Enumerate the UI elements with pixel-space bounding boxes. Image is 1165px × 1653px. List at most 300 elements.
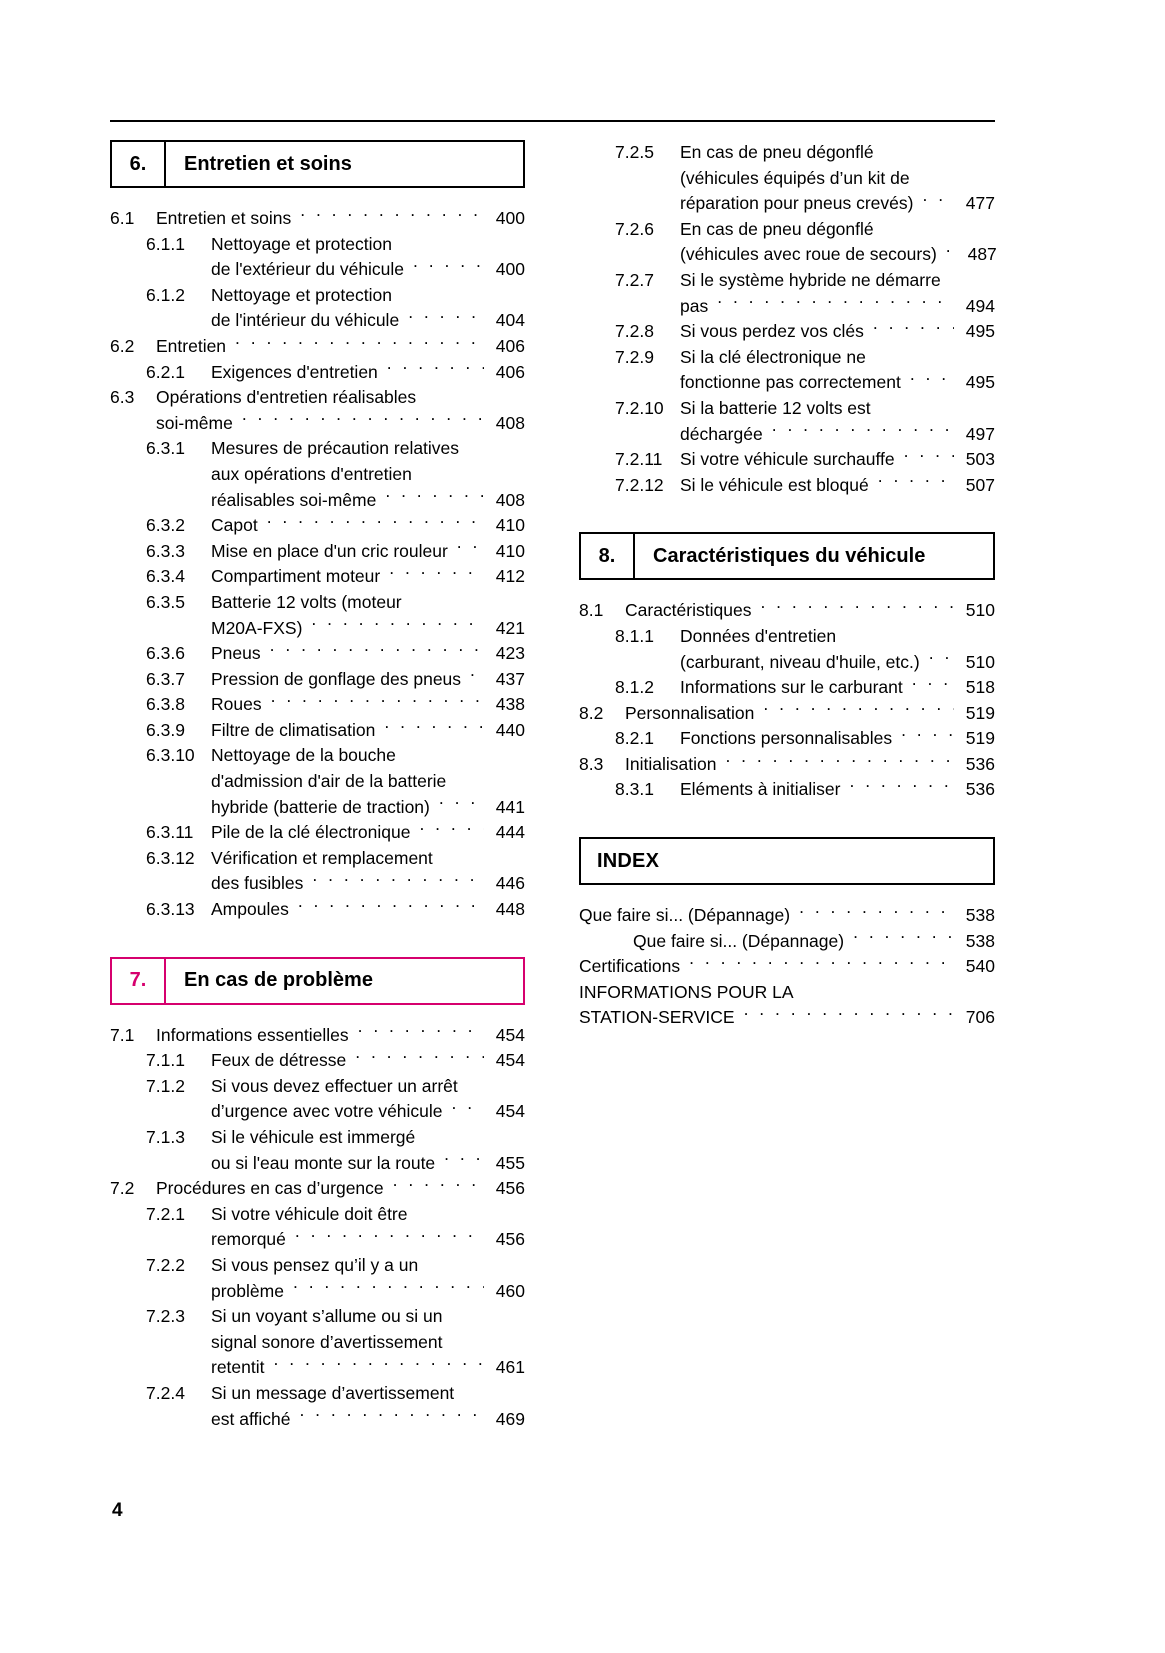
toc-entry-text: Initialisation xyxy=(625,753,717,774)
toc-entry-label xyxy=(211,283,525,334)
chapter-entry-list xyxy=(110,206,525,923)
toc-entry-label xyxy=(211,897,525,923)
toc-entry-number: 6.3.8 xyxy=(146,694,185,715)
toc-entry-number: 6.1.2 xyxy=(146,284,185,305)
toc-entry-label xyxy=(680,624,995,675)
toc-entry-line xyxy=(680,624,995,650)
toc-entry-text: Si un voyant s’allume ou si un xyxy=(211,1306,443,1327)
dot-leader xyxy=(267,514,484,532)
toc-entry[interactable] xyxy=(110,360,525,386)
toc-entry-label xyxy=(211,564,525,590)
chapter-entry-list xyxy=(110,1023,525,1433)
toc-entry-label xyxy=(211,1202,525,1253)
dot-leader xyxy=(439,795,484,813)
toc-entry-label xyxy=(156,206,525,232)
dot-leader xyxy=(271,693,484,711)
toc-entry-number: 7.2.9 xyxy=(615,346,654,367)
toc-entry-line xyxy=(211,1253,525,1279)
dot-leader xyxy=(408,309,484,327)
toc-entry[interactable] xyxy=(579,598,995,624)
toc-entry-page-number: 507 xyxy=(965,474,995,495)
toc-entry-line xyxy=(211,590,525,616)
toc-entry-text: Si le système hybride ne démarre xyxy=(680,269,941,290)
dot-leader xyxy=(235,334,484,352)
toc-entry-label xyxy=(156,1176,525,1202)
dot-leader xyxy=(270,642,484,660)
toc-entry-label xyxy=(156,385,525,436)
toc-entry-line xyxy=(211,897,525,923)
toc-entry-line xyxy=(211,769,525,795)
toc-entry-text: remorqué xyxy=(211,1229,286,1250)
toc-entry-line xyxy=(579,1005,995,1031)
toc-entry-line xyxy=(211,795,525,821)
dot-leader xyxy=(760,599,954,617)
left-chapter-list xyxy=(110,140,525,1432)
toc-entry-label xyxy=(211,743,525,820)
toc-entry-page-number: 536 xyxy=(965,753,995,774)
toc-entry-page-number: 454 xyxy=(495,1101,525,1122)
toc-entry-line xyxy=(680,370,995,396)
toc-entry-label xyxy=(211,1304,525,1381)
toc-entry[interactable] xyxy=(110,846,525,897)
toc-entry-line xyxy=(211,1279,525,1305)
toc-entry-line xyxy=(211,616,525,642)
toc-entry-page-number: 438 xyxy=(495,694,525,715)
dot-leader xyxy=(873,320,954,338)
toc-entry-label xyxy=(625,752,995,778)
toc-entry-number: 7.1.1 xyxy=(146,1050,185,1071)
toc-entry[interactable] xyxy=(110,283,525,334)
toc-entry-line xyxy=(211,1227,525,1253)
toc-entry-text: Mise en place d'un cric rouleur xyxy=(211,540,448,561)
toc-entry-label xyxy=(680,396,995,447)
toc-entry-number: 8.1 xyxy=(579,600,604,621)
toc-entry[interactable] xyxy=(579,701,995,727)
toc-entry[interactable] xyxy=(110,1048,525,1074)
toc-entry-page-number: 406 xyxy=(495,335,525,356)
dot-leader xyxy=(904,448,954,466)
toc-entry[interactable] xyxy=(110,513,525,539)
toc-entry-page-number: 487 xyxy=(967,244,997,265)
toc-entry[interactable] xyxy=(579,140,995,217)
toc-entry-number: 7.2.2 xyxy=(146,1254,185,1275)
toc-entry[interactable] xyxy=(579,903,995,929)
toc-entry[interactable] xyxy=(579,396,995,447)
toc-entry-text: Si la batterie 12 volts est xyxy=(680,397,871,418)
toc-entry-number: 8.2 xyxy=(579,702,604,723)
toc-entry[interactable] xyxy=(110,1176,525,1202)
toc-entry-text: de l'intérieur du véhicule xyxy=(211,310,400,331)
toc-entry-line xyxy=(211,436,525,462)
toc-entry-number: 6.3.12 xyxy=(146,847,195,868)
toc-entry-page-number: 410 xyxy=(495,540,525,561)
dot-leader xyxy=(299,1407,484,1425)
toc-entry-text: hybride (batterie de traction) xyxy=(211,796,430,817)
dot-leader xyxy=(910,371,954,389)
toc-entry-label xyxy=(211,667,525,693)
chapter-header-box[interactable] xyxy=(110,957,525,1005)
toc-entry-line xyxy=(156,1176,525,1202)
toc-entry-number: 6.3.3 xyxy=(146,540,185,561)
toc-entry-text: pas xyxy=(680,295,709,316)
toc-entry-text: Batterie 12 volts (moteur xyxy=(211,591,402,612)
chapter-number: 6. xyxy=(112,142,166,186)
toc-entry-number: 6.3.4 xyxy=(146,566,185,587)
toc-entry-text: Si votre véhicule surchauffe xyxy=(680,449,895,470)
dot-leader xyxy=(901,727,954,745)
toc-entry[interactable] xyxy=(110,232,525,283)
toc-entry-text: est affiché xyxy=(211,1408,291,1429)
toc-entry-number: 7.1.3 xyxy=(146,1127,185,1147)
toc-entry-line xyxy=(680,140,995,166)
toc-entry[interactable] xyxy=(579,473,995,499)
toc-entry-line xyxy=(211,1151,525,1177)
toc-entry-line xyxy=(680,447,995,473)
toc-entry-label xyxy=(211,718,525,744)
toc-entry-page-number: 441 xyxy=(495,796,525,817)
toc-entry[interactable] xyxy=(110,590,525,641)
toc-entry-page-number: 494 xyxy=(965,295,995,316)
toc-entry-label xyxy=(680,675,995,701)
toc-entry-line xyxy=(680,319,995,345)
toc-entry[interactable] xyxy=(110,743,525,820)
toc-entry-label xyxy=(579,954,995,980)
toc-entry-line xyxy=(680,726,995,752)
toc-entry-number: 7.2.6 xyxy=(615,218,654,239)
toc-entry-text: Nettoyage et protection xyxy=(211,233,392,254)
toc-entry[interactable] xyxy=(110,1023,525,1049)
toc-entry-number: 7.2.5 xyxy=(615,142,654,162)
toc-entry-page-number: 456 xyxy=(495,1229,525,1250)
toc-entry-line xyxy=(680,217,995,243)
toc-entry-text: retentit xyxy=(211,1357,265,1378)
toc-entry-line xyxy=(211,1048,525,1074)
toc-entry-text: Feux de détresse xyxy=(211,1050,347,1071)
toc-entry-number: 7.1.2 xyxy=(146,1075,185,1096)
toc-entry-text: Caractéristiques xyxy=(625,600,752,621)
toc-entry[interactable] xyxy=(110,436,525,513)
toc-entry-number: 6.3.2 xyxy=(146,515,185,536)
dot-leader xyxy=(384,718,484,736)
toc-entry-page-number: 437 xyxy=(495,668,525,689)
toc-entry-number: 8.1.1 xyxy=(615,625,654,646)
index-header-box xyxy=(579,837,995,885)
toc-entry-text: soi-même xyxy=(156,412,233,433)
chapter-header-box[interactable] xyxy=(110,140,525,188)
toc-entry-label xyxy=(211,692,525,718)
toc-entry-text: Personnalisation xyxy=(625,702,755,723)
toc-entry[interactable] xyxy=(579,447,995,473)
toc-entry-text: M20A-FXS) xyxy=(211,617,303,638)
dot-leader xyxy=(717,294,954,312)
toc-entry-page-number: 495 xyxy=(965,372,995,393)
toc-entry-page-number: 455 xyxy=(495,1152,525,1173)
toc-entry-label xyxy=(680,140,995,217)
toc-entry-line xyxy=(211,1125,525,1151)
toc-entry-text: En cas de pneu dégonflé xyxy=(680,142,874,162)
left-column xyxy=(110,140,525,1432)
toc-entry-line xyxy=(680,268,995,294)
toc-entry-text: Si vous pensez qu’il y a un xyxy=(211,1254,419,1275)
toc-entry-text: Si le véhicule est bloqué xyxy=(680,474,869,495)
toc-entry-line xyxy=(211,232,525,258)
toc-entry-line xyxy=(211,743,525,769)
toc-entry-number: 6.3.7 xyxy=(146,668,185,689)
toc-entry[interactable] xyxy=(579,777,995,803)
toc-entry[interactable] xyxy=(579,726,995,752)
toc-entry-number: 6.3.9 xyxy=(146,719,185,740)
toc-entry-label xyxy=(211,820,525,846)
toc-entry-page-number: 519 xyxy=(965,728,995,749)
toc-entry-label xyxy=(211,1253,525,1304)
toc-entry-page-number: 477 xyxy=(965,193,995,214)
toc-entry[interactable] xyxy=(110,820,525,846)
toc-entry-label xyxy=(625,701,995,727)
dot-leader xyxy=(929,650,954,668)
toc-entry-line xyxy=(211,308,525,334)
toc-entry-line xyxy=(680,191,995,217)
toc-entry-page-number: 456 xyxy=(495,1178,525,1199)
toc-entry-line xyxy=(680,345,995,371)
toc-entry-label xyxy=(211,1381,525,1432)
toc-entry-line xyxy=(680,242,995,268)
toc-entry-page-number: 540 xyxy=(965,956,995,977)
dot-leader xyxy=(457,539,484,557)
dot-leader xyxy=(242,411,484,429)
toc-entry-label xyxy=(680,447,995,473)
toc-entry-line xyxy=(211,692,525,718)
toc-entry-line xyxy=(211,564,525,590)
toc-entry-label xyxy=(680,319,995,345)
index-entry-list xyxy=(579,903,995,1031)
toc-entry[interactable] xyxy=(110,385,525,436)
toc-entry-number: 6.3.1 xyxy=(146,438,185,459)
toc-entry-number: 7.2.8 xyxy=(615,321,654,342)
toc-entry-line xyxy=(625,598,995,624)
dot-leader xyxy=(849,778,954,796)
toc-entry-page-number: 454 xyxy=(495,1024,525,1045)
toc-entry-page-number: 408 xyxy=(495,489,525,510)
toc-entry[interactable] xyxy=(579,268,995,319)
toc-entry[interactable] xyxy=(110,641,525,667)
toc-entry-line xyxy=(211,1330,525,1356)
toc-entry-text: Fonctions personnalisables xyxy=(680,728,893,749)
toc-entry-line xyxy=(211,1074,525,1100)
toc-entry-line xyxy=(211,1407,525,1433)
chapter-header-box[interactable] xyxy=(579,532,995,580)
toc-entry-text: Opérations d'entretien réalisables xyxy=(156,387,417,408)
toc-entry[interactable] xyxy=(579,752,995,778)
right-column xyxy=(579,140,995,1432)
toc-entry-page-number: 538 xyxy=(965,930,995,951)
toc-entry-line xyxy=(680,675,995,701)
toc-entry-line xyxy=(680,650,995,676)
toc-entry[interactable] xyxy=(110,1304,525,1381)
toc-entry[interactable] xyxy=(110,1253,525,1304)
toc-entry-line xyxy=(156,206,525,232)
toc-entry[interactable] xyxy=(579,929,995,955)
toc-entry-text: d’urgence avec votre véhicule xyxy=(211,1101,443,1122)
toc-entry-text: Pression de gonflage des pneus xyxy=(211,668,462,689)
toc-entry-number: 6.3.5 xyxy=(146,591,185,612)
toc-entry[interactable] xyxy=(579,319,995,345)
toc-entry-number: 6.1.1 xyxy=(146,233,185,254)
toc-entry-line xyxy=(156,411,525,437)
toc-entry-text: (véhicules avec roue de secours) xyxy=(680,244,937,265)
toc-entry[interactable] xyxy=(579,675,995,701)
page-number: 4 xyxy=(112,1500,123,1521)
toc-entry-line xyxy=(680,422,995,448)
toc-entry-page-number: 448 xyxy=(495,899,525,920)
toc-entry-text: Entretien xyxy=(156,335,227,356)
toc-entry[interactable] xyxy=(110,897,525,923)
toc-entry-label xyxy=(680,217,995,268)
toc-entry[interactable] xyxy=(110,1202,525,1253)
toc-entry-line xyxy=(211,283,525,309)
dot-leader xyxy=(293,1279,484,1297)
toc-entry-label xyxy=(211,1074,525,1125)
toc-entry-text: INFORMATIONS POUR LA xyxy=(579,981,794,1002)
toc-entry-text: Certifications xyxy=(579,956,681,977)
toc-entry-text: Exigences d'entretien xyxy=(211,361,378,382)
toc-entry[interactable] xyxy=(579,980,995,1031)
toc-entry-text: En cas de pneu dégonflé xyxy=(680,218,874,239)
toc-entry-page-number: 495 xyxy=(965,321,995,342)
toc-entry[interactable] xyxy=(110,1381,525,1432)
dot-leader xyxy=(312,872,484,890)
right-chapter-list xyxy=(579,532,995,803)
toc-entry-line xyxy=(625,701,995,727)
toc-entry-line xyxy=(211,718,525,744)
toc-entry-text: de l'extérieur du véhicule xyxy=(211,259,405,280)
toc-entry-text: réparation pour pneus crevés) xyxy=(680,193,914,214)
dot-leader xyxy=(419,821,484,839)
toc-entry[interactable] xyxy=(110,667,525,693)
dot-leader xyxy=(393,1177,484,1195)
toc-entry-label xyxy=(633,929,995,955)
toc-entry-page-number: 421 xyxy=(495,617,525,638)
toc-entry[interactable] xyxy=(579,954,995,980)
toc-entry-text: Mesures de précaution relatives xyxy=(211,438,460,459)
toc-entry-label xyxy=(680,777,995,803)
chapter-title: En cas de problème xyxy=(184,969,373,992)
toc-entry-line xyxy=(579,903,995,929)
toc-entry-number: 7.2.11 xyxy=(615,449,663,470)
toc-entry-line xyxy=(156,1023,525,1049)
toc-entry-label xyxy=(211,360,525,386)
toc-entry-line xyxy=(211,1099,525,1125)
dot-leader xyxy=(725,752,954,770)
toc-entry-page-number: 518 xyxy=(965,677,995,698)
toc-entry-text: Nettoyage de la bouche xyxy=(211,745,396,766)
toc-entry-label xyxy=(156,334,525,360)
dot-leader xyxy=(878,473,954,491)
toc-entry[interactable] xyxy=(110,539,525,565)
toc-entry-line xyxy=(680,294,995,320)
toc-entry-text: Si un message d’avertissement xyxy=(211,1382,455,1403)
toc-entry-label xyxy=(211,641,525,667)
toc-entry-number: 8.2.1 xyxy=(615,728,654,749)
toc-entry[interactable] xyxy=(579,217,995,268)
toc-entry[interactable] xyxy=(110,718,525,744)
toc-entry-text: Si vous devez effectuer un arrêt xyxy=(211,1075,458,1096)
toc-entry-line xyxy=(211,1304,525,1330)
toc-entry-page-number: 404 xyxy=(495,310,525,331)
toc-entry[interactable] xyxy=(579,345,995,396)
dot-leader xyxy=(799,904,954,922)
dot-leader xyxy=(444,1151,484,1169)
toc-entry-line xyxy=(680,166,995,192)
toc-entry[interactable] xyxy=(579,624,995,675)
toc-entry-label xyxy=(211,539,525,565)
toc-entry-label xyxy=(211,436,525,513)
toc-entry-text: aux opérations d'entretien xyxy=(211,463,412,484)
toc-entry-page-number: 460 xyxy=(495,1280,525,1301)
dot-leader xyxy=(389,565,484,583)
toc-entry[interactable] xyxy=(110,1125,525,1176)
toc-entry-text: Eléments à initialiser xyxy=(680,779,841,800)
toc-entry-page-number: 510 xyxy=(965,600,995,621)
dot-leader xyxy=(912,676,954,694)
toc-entry-line xyxy=(211,1355,525,1381)
toc-entry-page-number: 497 xyxy=(965,423,995,444)
toc-entry[interactable] xyxy=(110,692,525,718)
chapter-number: 7. xyxy=(112,959,166,1003)
dot-leader xyxy=(922,192,954,210)
toc-entry-number: 6.2 xyxy=(110,335,135,356)
toc-entry-label xyxy=(211,1125,525,1176)
toc-entry-text: Si vous perdez vos clés xyxy=(680,321,864,342)
toc-entry-label xyxy=(211,232,525,283)
toc-entry-line xyxy=(211,667,525,693)
toc-entry-number: 6.2.1 xyxy=(146,361,185,382)
toc-entry[interactable] xyxy=(110,206,525,232)
toc-entry-page-number: 519 xyxy=(965,702,995,723)
toc-entry-text: Données d'entretien xyxy=(680,625,837,646)
toc-entry-text: fonctionne pas correctement xyxy=(680,372,901,393)
toc-entry-text: Capot xyxy=(211,515,258,536)
toc-entry-label xyxy=(579,903,995,929)
toc-entry-text: d'admission d'air de la batterie xyxy=(211,771,447,792)
toc-entry-line xyxy=(211,820,525,846)
toc-entry-line xyxy=(156,334,525,360)
spacer xyxy=(110,923,525,957)
toc-entry[interactable] xyxy=(110,334,525,360)
toc-entry-number: 8.1.2 xyxy=(615,677,654,698)
toc-entry-text: Filtre de climatisation xyxy=(211,719,376,740)
toc-entry-number: 6.3.6 xyxy=(146,643,185,664)
chapter-entry-list xyxy=(579,598,995,803)
toc-entry-page-number: 454 xyxy=(495,1050,525,1071)
toc-entry-label xyxy=(211,846,525,897)
toc-entry-line xyxy=(625,752,995,778)
chapter-title: Caractéristiques du véhicule xyxy=(653,544,926,567)
toc-entry-page-number: 461 xyxy=(495,1357,525,1378)
toc-entry[interactable] xyxy=(110,564,525,590)
toc-entry-text: Compartiment moteur xyxy=(211,566,381,587)
toc-entry-text: (carburant, niveau d'huile, etc.) xyxy=(680,651,920,672)
toc-entry[interactable] xyxy=(110,1074,525,1125)
toc-entry-text: Roues xyxy=(211,694,262,715)
toc-entry-text: Entretien et soins xyxy=(156,208,292,228)
toc-entry-text: Pile de la clé électronique xyxy=(211,822,411,843)
spacer xyxy=(579,803,995,837)
toc-entry-line xyxy=(211,1202,525,1228)
toc-entry-page-number: 536 xyxy=(965,779,995,800)
toc-entry-number: 7.1 xyxy=(110,1024,135,1045)
dot-leader xyxy=(744,1006,954,1024)
toc-entry-number: 7.2.7 xyxy=(615,269,654,290)
